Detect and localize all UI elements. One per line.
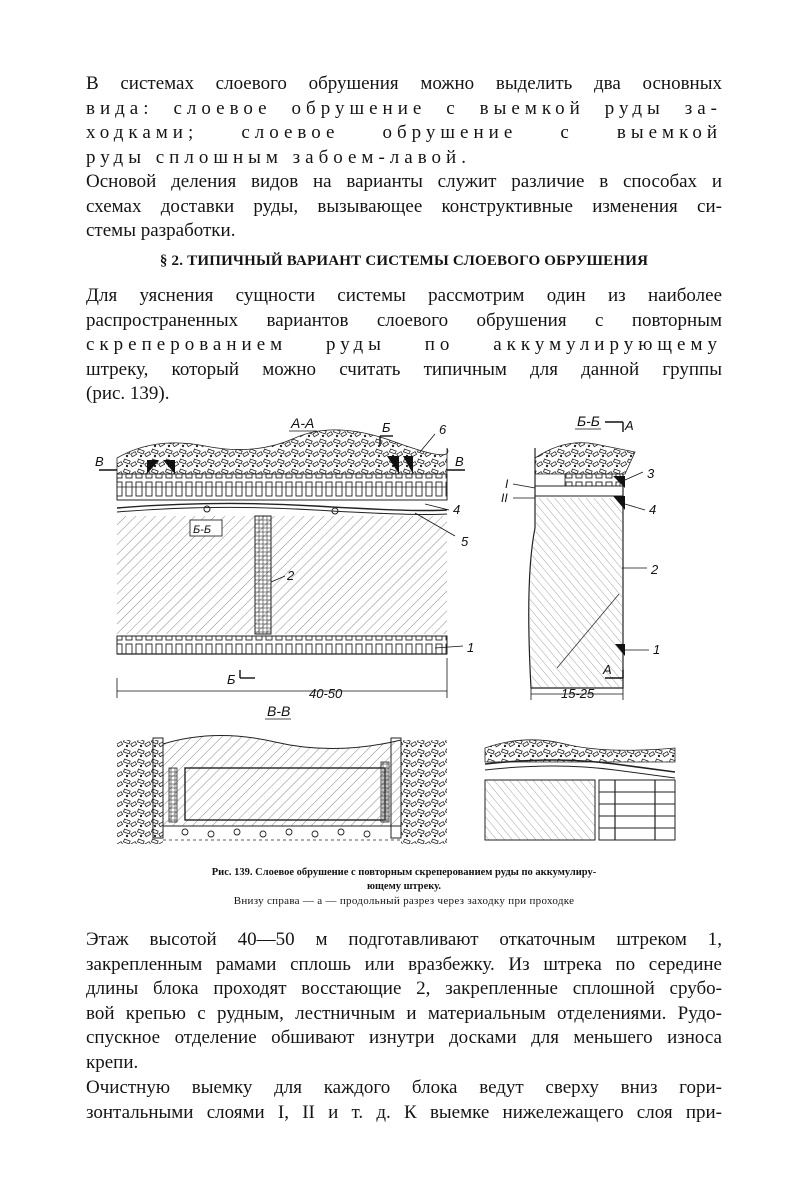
figure-139-drawing [95,408,695,860]
section-aa-view [95,415,474,701]
label-cut-a-bottom: А [603,662,612,677]
section-bb-view [501,413,660,701]
label-n3: 3 [647,466,655,481]
text-line: вида: слоевое обрушение с выемкой руды за- [86,97,722,119]
paragraph-basis [86,170,722,244]
label-section-aa: А-А [291,415,315,431]
text-line: схемах доставки руды, вызывающее конструктивные изменения си- [86,195,722,217]
text-line: Основой деления видов на варианты служит различие в способах и [86,171,722,192]
caption-line-3: Внизу справа — а — продольный разрез через заходку при проходке [233,895,575,907]
label-n1: 1 [467,640,475,655]
label-cut-a-top: А [625,418,634,433]
label-dim-width: 15-25 [561,686,595,701]
paragraph-variant [86,284,722,407]
label-n5: 5 [461,534,469,549]
label-dim-length: 40-50 [309,686,343,701]
text-line: штреку, который можно считать типичным для данной группы [86,358,722,380]
label-roman1: I [505,477,509,491]
label-n6: 6 [439,422,447,437]
label-cut-b-bottom: Б [227,672,236,687]
figure-caption [86,866,722,908]
text-line: распространенных вариантов слоевого обрушения с повторным [86,309,722,331]
text-line: закрепленным рамами сплошь или вразбежку. Из штрека по середине [86,953,722,975]
text-line: ходками; слоевое обрушение с выемкой [86,122,722,143]
label-n4-right: 4 [649,502,657,517]
label-inset-bb: Б-Б [193,524,211,536]
paragraph-stoping [86,1076,722,1125]
label-n1-right: 1 [653,642,661,657]
section-heading: § 2. ТИПИЧНЫЙ ВАРИАНТ СИСТЕМЫ СЛОЕВОГО ОБРУШЕНИЯ [159,253,649,269]
label-cut-b-top: Б [382,420,391,435]
paragraph-level-prep [86,928,722,1075]
text-line: (рис. 139). [86,383,170,404]
text-line: стемы разработки. [86,220,236,241]
text-line: руды сплошным забоем-лавой. [86,146,471,168]
label-section-bb: Б-Б [577,413,600,429]
text-line: спускное отделение обшивают изнутри досками для меньшего износа [86,1027,722,1048]
label-n2-right: 2 [651,562,659,577]
label-n2: 2 [287,568,295,583]
text-line: Для уяснения сущности системы рассмотрим один из наиболее [86,285,722,306]
text-line: Этаж высотой 40—50 м подготавливают откаточным штреком 1, [86,929,722,950]
text-line: длины блока проходят восстающие 2, закрепленные сплошной срубо- [86,978,722,999]
text-line: скреперованием руды по аккумулирующему [86,334,722,355]
text-line: вой крепью с рудным, лестничным и материальным отделениями. Рудо- [86,1002,722,1024]
text-line: В системах слоевого обрушения можно выделить два основных [86,73,722,94]
label-cut-v-right: В [455,454,464,469]
label-section-vv: В-В [267,703,291,719]
label-cut-v-left: В [95,454,104,469]
label-roman2: II [501,491,508,505]
text-line: крепи. [86,1051,139,1073]
section-vv-view [117,703,447,844]
longitudinal-section-view [485,740,675,840]
text-line: Очистную выемку для каждого блока ведут сверху вниз гори- [86,1077,722,1098]
text-line: зонтальными слоями I, II и т. д. К выемке нижележащего слоя при- [86,1101,722,1123]
paragraph-intro [86,72,722,170]
caption-line-2: ющему штреку. [367,881,441,892]
label-n4: 4 [453,502,461,517]
caption-line-1: Рис. 139. Слоевое обрушение с повторным скреперованием руды по аккумулиру- [211,867,597,878]
